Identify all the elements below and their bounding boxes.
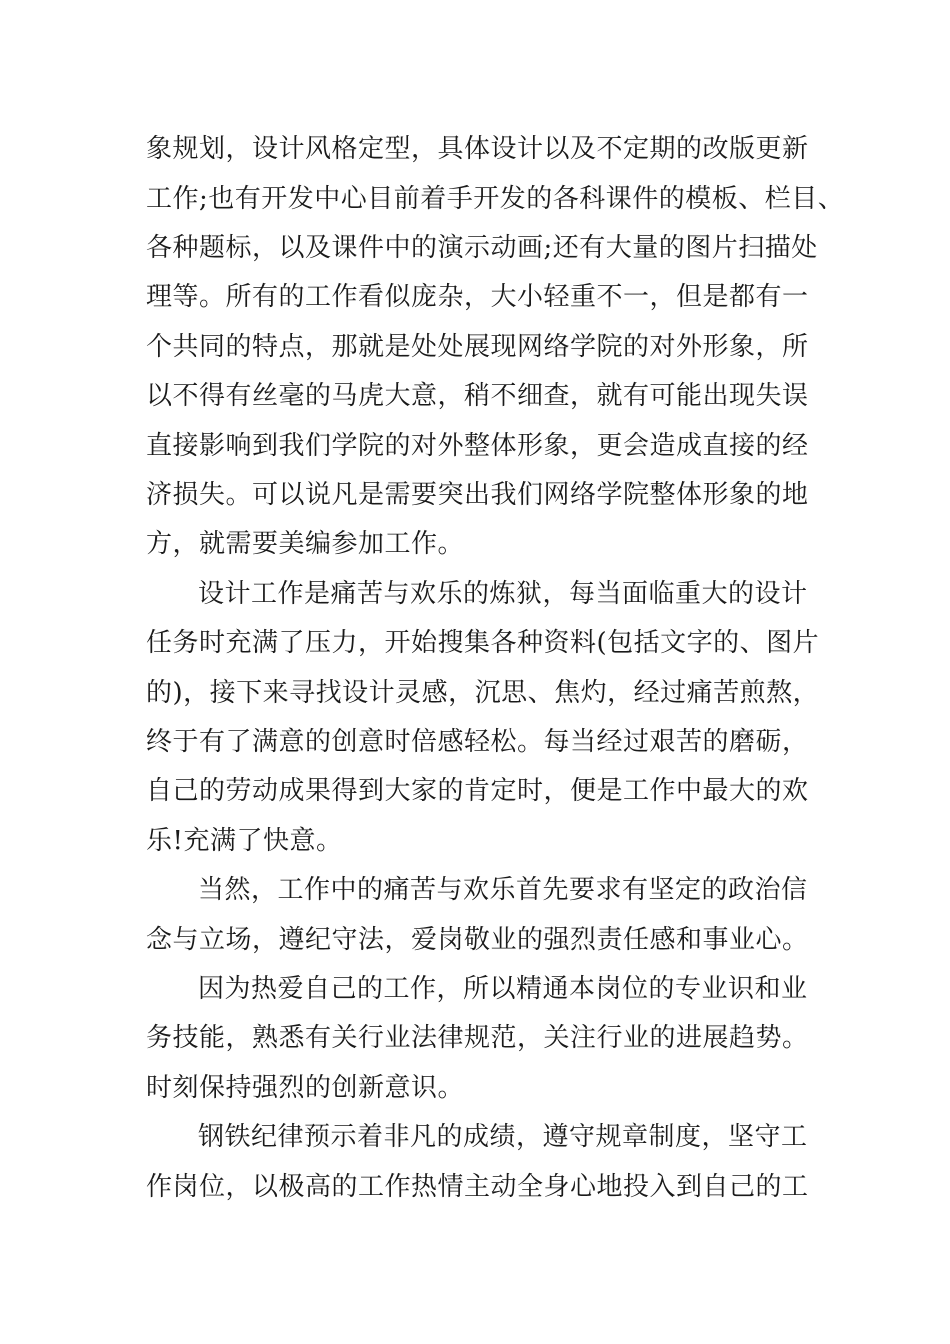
- text-line: 终于有了满意的创意时倍感轻松。每当经过艰苦的磨砺，: [146, 727, 809, 757]
- text-line: 以不得有丝毫的马虎大意，稍不细查，就有可能出现失误: [146, 381, 809, 411]
- text-line: 务技能，熟悉有关行业法律规范，关注行业的进展趋势。: [146, 1023, 809, 1053]
- paragraph-first-line: 钢铁纪律预示着非凡的成绩，遵守规章制度，坚守工: [198, 1122, 808, 1152]
- text-line: 象规划，设计风格定型，具体设计以及不定期的改版更新: [146, 134, 809, 164]
- paragraph-first-line: 当然，工作中的痛苦与欢乐首先要求有坚定的政治信: [198, 875, 808, 905]
- paragraph-first-line: 因为热爱自己的工作，所以精通本岗位的专业识和业: [198, 974, 808, 1004]
- paragraph-first-line: 设计工作是痛苦与欢乐的炼狱，每当面临重大的设计: [198, 579, 808, 609]
- text-line: 个共同的特点，那就是处处展现网络学院的对外形象，所: [146, 332, 809, 362]
- text-line: 的)，接下来寻找设计灵感，沉思、焦灼，经过痛苦煎熬，: [146, 678, 820, 708]
- text-line: 各种题标，以及课件中的演示动画;还有大量的图片扫描处: [146, 233, 818, 263]
- text-line: 济损失。可以说凡是需要突出我们网络学院整体形象的地: [146, 480, 809, 510]
- text-line: 理等。所有的工作看似庞杂，大小轻重不一，但是都有一: [146, 282, 809, 312]
- text-line: 直接影响到我们学院的对外整体形象，更会造成直接的经: [146, 431, 809, 461]
- text-line: 念与立场，遵纪守法，爱岗敬业的强烈责任感和事业心。: [146, 925, 809, 955]
- text-line: 时刻保持强烈的创新意识。: [146, 1073, 465, 1103]
- text-line: 自己的劳动成果得到大家的肯定时，便是工作中最大的欢: [146, 776, 809, 806]
- text-line: 方，就需要美编参加工作。: [146, 529, 465, 559]
- text-line: 工作;也有开发中心目前着手开发的各科课件的模板、栏目、: [146, 184, 845, 214]
- text-line: 任务时充满了压力，开始搜集各种资料(包括文字的、图片: [146, 628, 820, 658]
- text-line: 乐!充满了快意。: [146, 826, 343, 856]
- text-line: 作岗位，以极高的工作热情主动全身心地投入到自己的工: [146, 1172, 809, 1202]
